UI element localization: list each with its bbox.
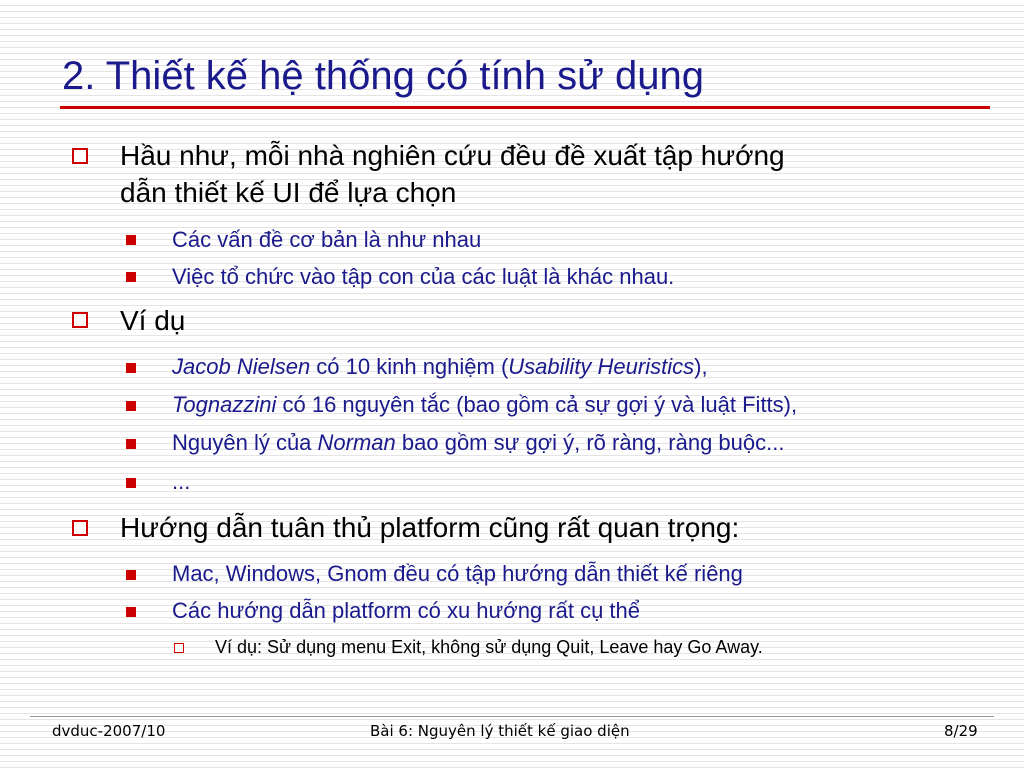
bullet-1-sub-b: Việc tổ chức vào tập con của các luật là khác nhau. <box>172 264 675 289</box>
hollow-square-bullet-icon <box>72 148 88 164</box>
bullet-3-sub-b: Các hướng dẫn platform có xu hướng rất cụ thể <box>172 598 640 623</box>
filled-square-bullet-icon <box>126 439 136 449</box>
filled-square-bullet-icon <box>126 363 136 373</box>
bullet-3: Hướng dẫn tuân thủ platform cũng rất quan trọng: <box>120 512 740 543</box>
nielsen-name: Jacob Nielsen <box>172 354 311 379</box>
bullet-3-sub-b-item: Ví dụ: Sử dụng menu Exit, không sử dụng Quit, Leave hay Go Away. <box>215 637 763 657</box>
bullet-1-line-2: dẫn thiết kế UI để lựa chọn <box>120 177 457 208</box>
filled-square-bullet-icon <box>126 401 136 411</box>
hollow-square-bullet-icon <box>72 312 88 328</box>
usability-heuristics-term: Usability Heuristics <box>508 354 695 379</box>
footer-center: Bài 6: Nguyên lý thiết kế giao diện <box>370 722 630 740</box>
hollow-small-square-bullet-icon <box>174 643 184 653</box>
filled-square-bullet-icon <box>126 478 136 488</box>
nielsen-text-end: ), <box>694 354 708 379</box>
footer-divider <box>30 716 994 717</box>
filled-square-bullet-icon <box>126 607 136 617</box>
slide-title: 2. Thiết kế hệ thống có tính sử dụng <box>62 54 705 98</box>
footer-page-number: 8/29 <box>944 722 978 740</box>
footer-left: dvduc-2007/10 <box>52 722 166 740</box>
nielsen-text: có 10 kinh nghiệm ( <box>310 354 509 379</box>
bullet-1-line-1: Hầu như, mỗi nhà nghiên cứu đều đề xuất tập hướng <box>120 140 785 171</box>
bullet-2-sub-b <box>172 390 797 420</box>
norman-text: bao gồm sự gợi ý, rõ ràng, ràng buộc... <box>395 430 785 455</box>
filled-square-bullet-icon <box>126 272 136 282</box>
tognazzini-name: Tognazzini <box>172 392 277 417</box>
hollow-square-bullet-icon <box>72 520 88 536</box>
norman-name: Norman <box>317 430 396 455</box>
filled-square-bullet-icon <box>126 235 136 245</box>
bullet-1-sub-a: Các vấn đề cơ bản là như nhau <box>172 227 482 252</box>
bullet-2-sub-c <box>172 428 784 458</box>
bullet-3-sub-a: Mac, Windows, Gnom đều có tập hướng dẫn thiết kế riêng <box>172 561 743 586</box>
bullet-2: Ví dụ <box>120 305 186 336</box>
bullet-2-sub-a <box>172 352 708 382</box>
tognazzini-text: có 16 nguyên tắc (bao gồm cả sự gợi ý và luật Fitts), <box>276 392 798 417</box>
norman-prefix: Nguyên lý của <box>172 430 318 455</box>
bullet-2-sub-d: ... <box>172 469 191 494</box>
filled-square-bullet-icon <box>126 570 136 580</box>
